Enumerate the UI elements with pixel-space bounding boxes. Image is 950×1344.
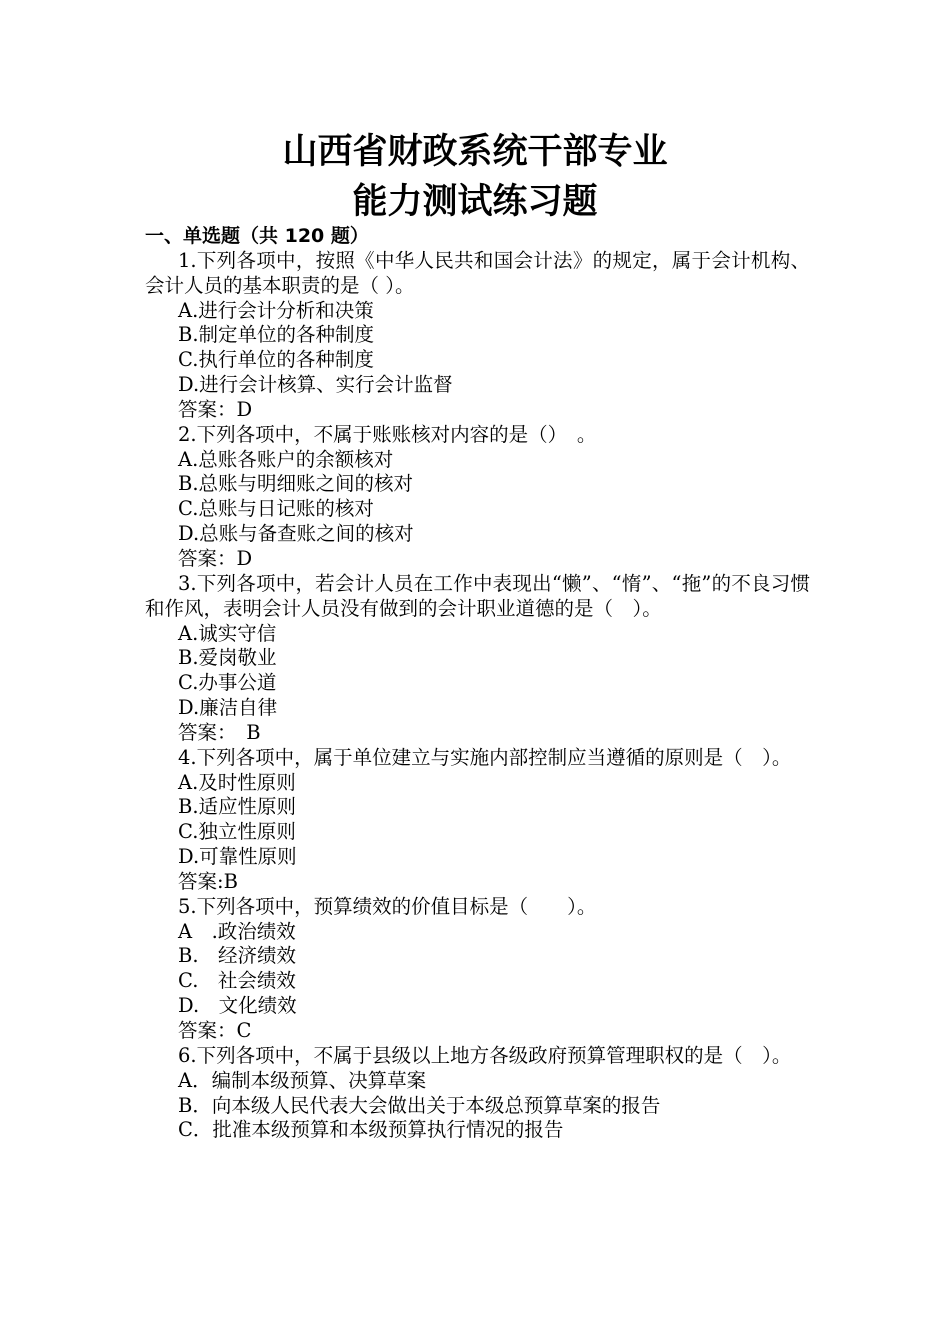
option-c: C.执行单位的各种制度 — [178, 348, 374, 372]
option-c: C.独立性原则 — [178, 820, 296, 844]
question-stem: 6.下列各项中，不属于县级以上地方各级政府预算管理职权的是（ ）。 — [178, 1043, 792, 1067]
option-d: D.可靠性原则 — [178, 845, 297, 869]
question-4 — [145, 746, 810, 895]
option-b: B. 经济绩效 — [178, 944, 297, 968]
option-b: B．向本级人民代表大会做出关于本级总预算草案的报告 — [178, 1093, 661, 1117]
answer: 答案：D — [178, 546, 253, 570]
document-title-line-1: 山西省财政系统干部专业 — [282, 132, 668, 172]
option-c: C. 社会绩效 — [178, 969, 296, 993]
answer: 答案:B — [178, 869, 238, 893]
question-stem: 2.下列各项中，不属于账账核对内容的是（） 。 — [178, 422, 597, 446]
option-c: C.办事公道 — [178, 671, 277, 695]
question-3 — [145, 572, 810, 746]
option-a: A.进行会计分析和决策 — [178, 298, 374, 322]
option-a: A.诚实守信 — [178, 621, 277, 645]
answer: 答案：C — [178, 1019, 252, 1042]
document-title-line-2: 能力测试练习题 — [352, 182, 598, 222]
answer: 答案：D — [178, 397, 253, 421]
option-b: B.制定单位的各种制度 — [178, 323, 375, 347]
option-d: D.进行会计核算、实行会计监督 — [178, 373, 453, 397]
option-d: D. 文化绩效 — [178, 994, 297, 1018]
section-heading: 一、单选题（共 120 题） — [145, 225, 369, 247]
question-stem: 1.下列各项中，按照《中华人民共和国会计法》的规定，属于会计机构、会计人员的基本职责的是（ ）。 — [145, 248, 810, 297]
document-body — [145, 224, 810, 1143]
option-a: A.及时性原则 — [178, 770, 296, 794]
question-5 — [145, 895, 810, 1044]
option-d: D.总账与备查账之间的核对 — [178, 522, 414, 546]
option-b: B.爱岗敬业 — [178, 646, 277, 670]
question-stem: 3.下列各项中，若会计人员在工作中表现出“懒”、“惰”、“拖”的不良习惯和作风，表明会计人员没有做到的会计职业道德的是（ ）。 — [145, 571, 810, 620]
option-d: D.廉洁自律 — [178, 696, 278, 720]
option-c: C．批准本级预算和本级预算执行情况的报告 — [178, 1118, 564, 1142]
option-a: A .政治绩效 — [178, 919, 296, 943]
question-1 — [145, 249, 810, 423]
option-c: C.总账与日记账的核对 — [178, 497, 374, 521]
question-stem: 5.下列各项中，预算绩效的价值目标是（ ）。 — [178, 894, 597, 918]
question-2 — [145, 423, 810, 572]
option-a: A．编制本级预算、决算草案 — [178, 1068, 427, 1092]
question-6 — [145, 1044, 810, 1143]
answer: 答案： B — [178, 720, 261, 744]
option-b: B.总账与明细账之间的核对 — [178, 472, 414, 496]
option-a: A.总账各账户的余额核对 — [178, 447, 394, 471]
title-block — [0, 127, 950, 227]
option-b: B.适应性原则 — [178, 795, 297, 819]
question-stem: 4.下列各项中，属于单位建立与实施内部控制应当遵循的原则是（ ）。 — [178, 745, 792, 769]
